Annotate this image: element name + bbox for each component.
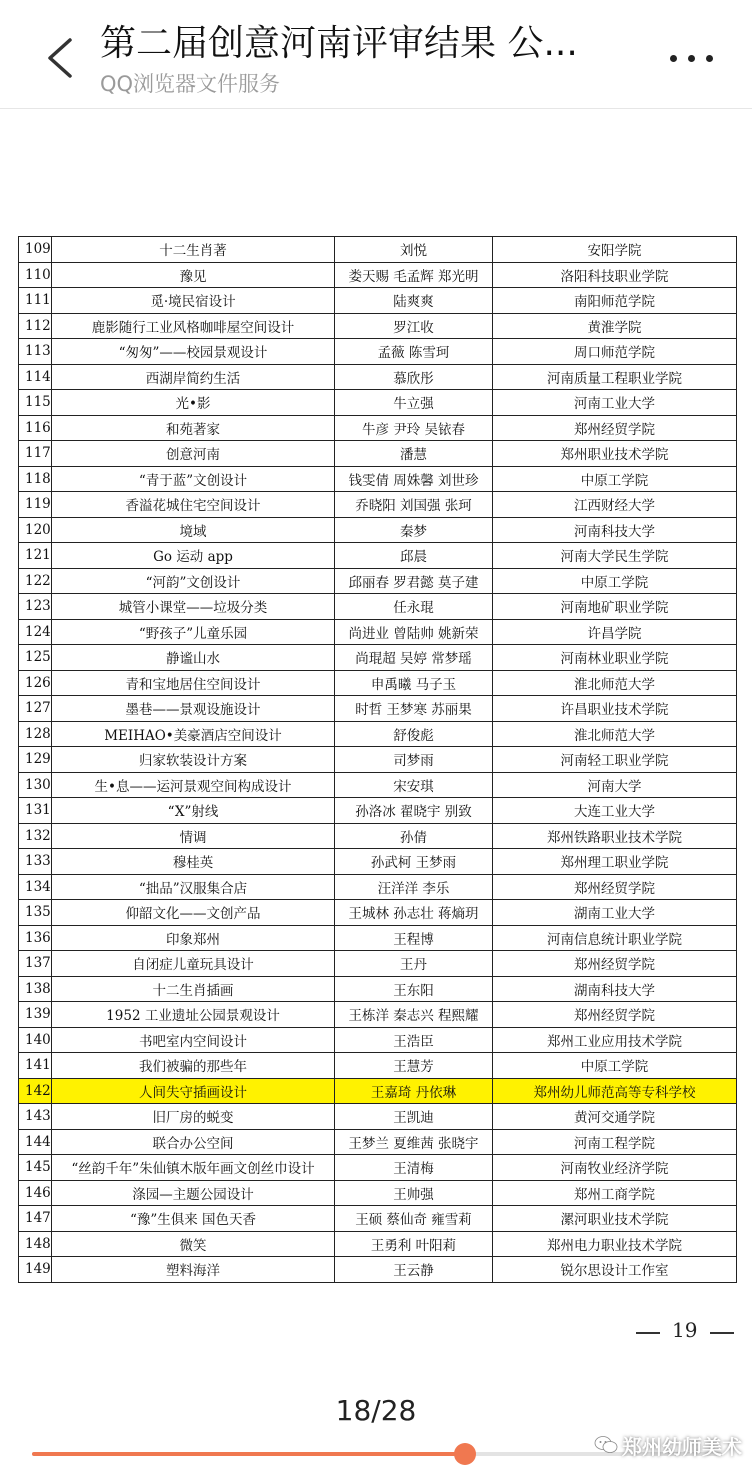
project-name: 静谧山水 [52,645,335,671]
project-name: 旧厂房的蜕变 [52,1104,335,1130]
school-name: 郑州经贸学院 [493,951,737,977]
row-number: 142 [19,1078,52,1104]
table-row [19,874,737,900]
authors: 时哲 王梦寒 苏丽果 [335,696,493,722]
page-slider-thumb[interactable] [454,1443,476,1465]
school-name: 淮北师范大学 [493,670,737,696]
table-row [19,313,737,339]
project-name: 微笑 [52,1231,335,1257]
school-name: 河南牧业经济学院 [493,1155,737,1181]
row-number: 133 [19,849,52,875]
row-number: 143 [19,1104,52,1130]
authors: 邱丽春 罗君懿 莫子建 [335,568,493,594]
table-row [19,619,737,645]
authors: 孟薇 陈雪珂 [335,339,493,365]
page-counter: 18/28 [335,1394,417,1427]
school-name: 漯河职业技术学院 [493,1206,737,1232]
project-name: 和苑著家 [52,415,335,441]
project-name: “河韵”文创设计 [52,568,335,594]
watermark-text: 郑州幼师美术 [622,1434,742,1459]
row-number: 119 [19,492,52,518]
project-name: 西湖岸简约生活 [52,364,335,390]
school-name: 河南轻工职业学院 [493,747,737,773]
row-number: 111 [19,288,52,314]
table-row [19,798,737,824]
row-number: 110 [19,262,52,288]
authors: 王勇利 叶阳莉 [335,1231,493,1257]
authors: 罗江收 [335,313,493,339]
row-number: 138 [19,976,52,1002]
school-name: 周口师范学院 [493,339,737,365]
row-number: 135 [19,900,52,926]
school-name: 中原工学院 [493,1053,737,1079]
table-row [19,1129,737,1155]
school-name: 郑州工商学院 [493,1180,737,1206]
results-table [18,236,737,1283]
row-number: 145 [19,1155,52,1181]
authors: 陆爽爽 [335,288,493,314]
authors: 秦梦 [335,517,493,543]
school-name: 河南大学 [493,772,737,798]
table-row [19,543,737,569]
authors: 牛立强 [335,390,493,416]
school-name: 许昌职业技术学院 [493,696,737,722]
table-row [19,976,737,1002]
authors: 王梦兰 夏维茜 张晓宇 [335,1129,493,1155]
authors: 申禹曦 马子玉 [335,670,493,696]
more-dots-icon [670,55,677,62]
project-name: 青和宝地居住空间设计 [52,670,335,696]
row-number: 117 [19,441,52,467]
project-name: 墨巷——景观设施设计 [52,696,335,722]
back-button[interactable] [40,36,84,80]
project-name: 书吧室内空间设计 [52,1027,335,1053]
project-name: 豫见 [52,262,335,288]
project-name: “拙品”汉服集合店 [52,874,335,900]
document-title: 第二届创意河南评审结果 公... [100,23,578,64]
row-number: 139 [19,1002,52,1028]
authors: 汪洋洋 李乐 [335,874,493,900]
authors: 宋安琪 [335,772,493,798]
authors: 孙武柯 王梦雨 [335,849,493,875]
school-name: 河南林业职业学院 [493,645,737,671]
authors: 王东阳 [335,976,493,1002]
authors: 王嘉琦 丹依琳 [335,1078,493,1104]
project-name: Go 运动 app [52,543,335,569]
project-name: 涤园—主题公园设计 [52,1180,335,1206]
table-row [19,1104,737,1130]
wechat-icon [594,1435,618,1455]
authors: 王云静 [335,1257,493,1283]
table-row [19,670,737,696]
row-number: 134 [19,874,52,900]
table-row [19,900,737,926]
table-row [19,339,737,365]
project-name: 自闭症儿童玩具设计 [52,951,335,977]
table-row [19,1027,737,1053]
school-name: 淮北师范大学 [493,721,737,747]
authors: 王凯迪 [335,1104,493,1130]
table-row [19,721,737,747]
authors: 刘悦 [335,237,493,263]
school-name: 河南大学民生学院 [493,543,737,569]
row-number: 149 [19,1257,52,1283]
project-name: 创意河南 [52,441,335,467]
table-row [19,1078,737,1104]
table-row [19,1206,737,1232]
row-number: 137 [19,951,52,977]
table-row [19,517,737,543]
row-number: 131 [19,798,52,824]
row-number: 146 [19,1180,52,1206]
authors: 任永琨 [335,594,493,620]
project-name: 觅·境民宿设计 [52,288,335,314]
app-header [0,0,752,109]
project-name: “青于蓝”文创设计 [52,466,335,492]
project-name: “丝韵千年”朱仙镇木版年画文创丝巾设计 [52,1155,335,1181]
project-name: “豫”生俱来 国色天香 [52,1206,335,1232]
row-number: 118 [19,466,52,492]
project-name: 穆桂英 [52,849,335,875]
table-row [19,951,737,977]
project-name: 十二生肖插画 [52,976,335,1002]
authors: 司梦雨 [335,747,493,773]
page-slider-fill [32,1452,465,1456]
row-number: 121 [19,543,52,569]
authors: 潘慧 [335,441,493,467]
row-number: 140 [19,1027,52,1053]
row-number: 120 [19,517,52,543]
page-number [632,1318,742,1346]
school-name: 南阳师范学院 [493,288,737,314]
project-name: 1952 工业遗址公园景观设计 [52,1002,335,1028]
row-number: 144 [19,1129,52,1155]
chevron-left-icon [40,36,84,80]
school-name: 锐尔思设计工作室 [493,1257,737,1283]
table-row [19,925,737,951]
row-number: 125 [19,645,52,671]
row-number: 128 [19,721,52,747]
table-row [19,645,737,671]
document-source: QQ浏览器文件服务 [100,72,281,96]
project-name: 人间失守插画设计 [52,1078,335,1104]
row-number: 129 [19,747,52,773]
table-row [19,1002,737,1028]
project-name: “野孩子”儿童乐园 [52,619,335,645]
row-number: 116 [19,415,52,441]
school-name: 河南地矿职业学院 [493,594,737,620]
watermark [594,1430,742,1460]
table-row [19,262,737,288]
table-row [19,1053,737,1079]
school-name: 洛阳科技职业学院 [493,262,737,288]
table-row [19,466,737,492]
school-name: 黄淮学院 [493,313,737,339]
table-row [19,849,737,875]
school-name: 江西财经大学 [493,492,737,518]
row-number: 112 [19,313,52,339]
school-name: 郑州工业应用技术学院 [493,1027,737,1053]
school-name: 湖南工业大学 [493,900,737,926]
project-name: 印象郑州 [52,925,335,951]
project-name: 香溢花城住宅空间设计 [52,492,335,518]
school-name: 郑州铁路职业技术学院 [493,823,737,849]
page-number-text: 19 [672,1318,698,1342]
project-name: MEIHAO•美豪酒店空间设计 [52,721,335,747]
row-number: 113 [19,339,52,365]
more-button[interactable] [668,50,716,66]
row-number: 132 [19,823,52,849]
project-name: “X”射线 [52,798,335,824]
school-name: 郑州幼儿师范高等专科学校 [493,1078,737,1104]
project-name: 十二生肖著 [52,237,335,263]
table-row [19,772,737,798]
school-name: 河南质量工程职业学院 [493,364,737,390]
table-row [19,696,737,722]
row-number: 122 [19,568,52,594]
table-row [19,568,737,594]
project-name: 城管小课堂——垃圾分类 [52,594,335,620]
table-row [19,441,737,467]
table-row [19,1155,737,1181]
school-name: 郑州理工职业学院 [493,849,737,875]
school-name: 河南科技大学 [493,517,737,543]
authors: 尚进业 曾陆帅 姚新荣 [335,619,493,645]
table-row [19,492,737,518]
table-row [19,1231,737,1257]
authors: 钱雯倩 周姝馨 刘世珍 [335,466,493,492]
project-name: 我们被骗的那些年 [52,1053,335,1079]
table-row [19,594,737,620]
authors: 王慧芳 [335,1053,493,1079]
school-name: 许昌学院 [493,619,737,645]
authors: 乔晓阳 刘国强 张珂 [335,492,493,518]
table-row [19,390,737,416]
table-row [19,364,737,390]
row-number: 136 [19,925,52,951]
authors: 尚琨超 吴婷 常梦瑶 [335,645,493,671]
authors: 王丹 [335,951,493,977]
project-name: 光•影 [52,390,335,416]
authors: 王帅强 [335,1180,493,1206]
school-name: 河南信息统计职业学院 [493,925,737,951]
authors: 孙倩 [335,823,493,849]
table-row [19,747,737,773]
school-name: 河南工业大学 [493,390,737,416]
school-name: 大连工业大学 [493,798,737,824]
row-number: 148 [19,1231,52,1257]
school-name: 郑州电力职业技术学院 [493,1231,737,1257]
row-number: 123 [19,594,52,620]
project-name: 生•息——运河景观空间构成设计 [52,772,335,798]
school-name: 郑州经贸学院 [493,874,737,900]
school-name: 湖南科技大学 [493,976,737,1002]
school-name: 中原工学院 [493,466,737,492]
row-number: 126 [19,670,52,696]
authors: 牛彦 尹玲 吴铱春 [335,415,493,441]
authors: 王程博 [335,925,493,951]
authors: 王硕 蔡仙奇 雍雪莉 [335,1206,493,1232]
table-row [19,288,737,314]
project-name: 仰韶文化——文创产品 [52,900,335,926]
school-name: 郑州职业技术学院 [493,441,737,467]
table-row [19,1180,737,1206]
row-number: 147 [19,1206,52,1232]
page-number-dash [636,1332,660,1334]
project-name: 联合办公空间 [52,1129,335,1155]
table-row [19,823,737,849]
row-number: 115 [19,390,52,416]
row-number: 114 [19,364,52,390]
row-number: 124 [19,619,52,645]
authors: 王浩臣 [335,1027,493,1053]
authors: 娄天赐 毛孟辉 郑光明 [335,262,493,288]
authors: 舒俊彪 [335,721,493,747]
project-name: 境域 [52,517,335,543]
authors: 慕欣彤 [335,364,493,390]
table-row [19,1257,737,1283]
authors: 王清梅 [335,1155,493,1181]
table-row [19,415,737,441]
table-row [19,237,737,263]
project-name: 鹿影随行工业风格咖啡屋空间设计 [52,313,335,339]
authors: 王栋洋 秦志兴 程熙耀 [335,1002,493,1028]
project-name: 塑料海洋 [52,1257,335,1283]
row-number: 130 [19,772,52,798]
project-name: 情调 [52,823,335,849]
project-name: “匆匆”——校园景观设计 [52,339,335,365]
school-name: 郑州经贸学院 [493,1002,737,1028]
authors: 邱晨 [335,543,493,569]
school-name: 黄河交通学院 [493,1104,737,1130]
page-number-dash [710,1332,734,1334]
school-name: 安阳学院 [493,237,737,263]
school-name: 河南工程学院 [493,1129,737,1155]
school-name: 郑州经贸学院 [493,415,737,441]
authors: 孙洛冰 翟晓宇 别致 [335,798,493,824]
row-number: 141 [19,1053,52,1079]
row-number: 127 [19,696,52,722]
authors: 王城林 孙志壮 蒋熵玥 [335,900,493,926]
project-name: 归家软装设计方案 [52,747,335,773]
school-name: 中原工学院 [493,568,737,594]
row-number: 109 [19,237,52,263]
